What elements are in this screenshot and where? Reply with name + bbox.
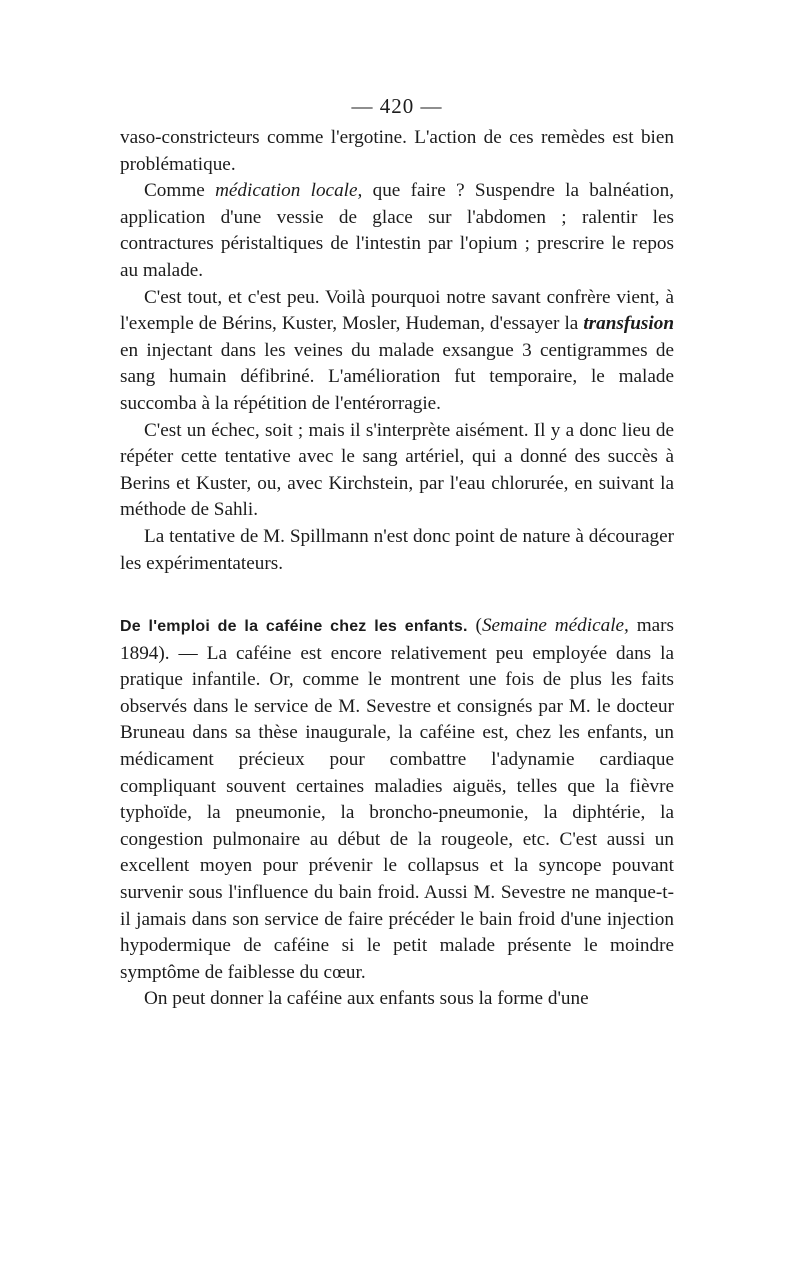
text-run: ( (467, 615, 482, 637)
italic-term-local-medication: médication locale, (215, 180, 363, 202)
section-spacer (120, 577, 674, 613)
paragraph-conclusion: La tentative de M. Spillmann n'est donc point de nature à décourager les expérimentateurs. (120, 525, 674, 574)
text-run: que faire ? Suspendre la balnéation, application d'une vessie de glace sur l'abdomen ; ralentir les contractures péristaltiques de l'intestin par l'opium ; prescrire le repos au malade. (120, 180, 674, 281)
paragraph-continuation: vaso-constricteurs comme l'ergotine. L'action de ces remèdes est bien problématique. (120, 127, 674, 175)
paragraph-failure: C'est un échec, soit ; mais il s'interprète aisément. Il y a donc lieu de répéter cette tentative avec le sang artériel, qui a donné des succès à Berins et Kuster, ou, avec Kirchstein, par l'eau chlorurée, en suivant la méthode de Sahli. (120, 419, 674, 521)
paragraph-local-medication (120, 178, 674, 284)
page-number: — 420 — (351, 94, 443, 118)
italic-term-transfusion: transfusion (583, 313, 674, 335)
text-run: en injectant dans les veines du malade exsangue 3 centigrammes de sang humain défibriné. L'amélioration fut temporaire, le malade succomba à la répétition de l'entérorragie. (120, 339, 674, 414)
italic-source-title: Semaine médicale, (481, 615, 629, 637)
text-run: Comme (144, 180, 216, 202)
text-run: mars 1894). — (120, 615, 674, 664)
text-run: La caféine est encore relativement peu employée dans la pratique infantile. Or, comme le montrent une fois de plus les faits observés dans le service de M. Sevestre et consignés par M. le docteur Bruneau dans sa thèse inaugurale, la caféine est, chez les enfants, un médicament précieux pour combattre l'adynamie cardiaque compliquant souvent certaines maladies aiguës, telles que la fièvre typhoïde, la pneumonie, la broncho-pneumonie, la diphtérie, la congestion pulmonaire au début de la rougeole, etc. C'est aussi un excellent moyen pour prévenir le collapsus et la syncope pouvant survenir sous l'influence du bain froid. Aussi M. Sevestre ne manque-t-il jamais dans son service de faire précéder le bain froid d'une injection hypodermique de caféine si le petit malade présente le moindre symptôme de faiblesse du cœur. (120, 642, 674, 983)
section-heading: De l'emploi de la caféine chez les enfants. (120, 618, 468, 636)
paragraph-transfusion (120, 285, 674, 418)
paragraph-caffeine (120, 613, 674, 986)
paragraph-caffeine-dosage: On peut donner la caféine aux enfants sous la forme d'une (144, 988, 589, 1010)
text-run: C'est tout, et c'est peu. Voilà pourquoi notre savant confrère vient, à l'exemple de Bérins, Kuster, Mosler, Hudeman, d'essayer la (120, 286, 674, 335)
